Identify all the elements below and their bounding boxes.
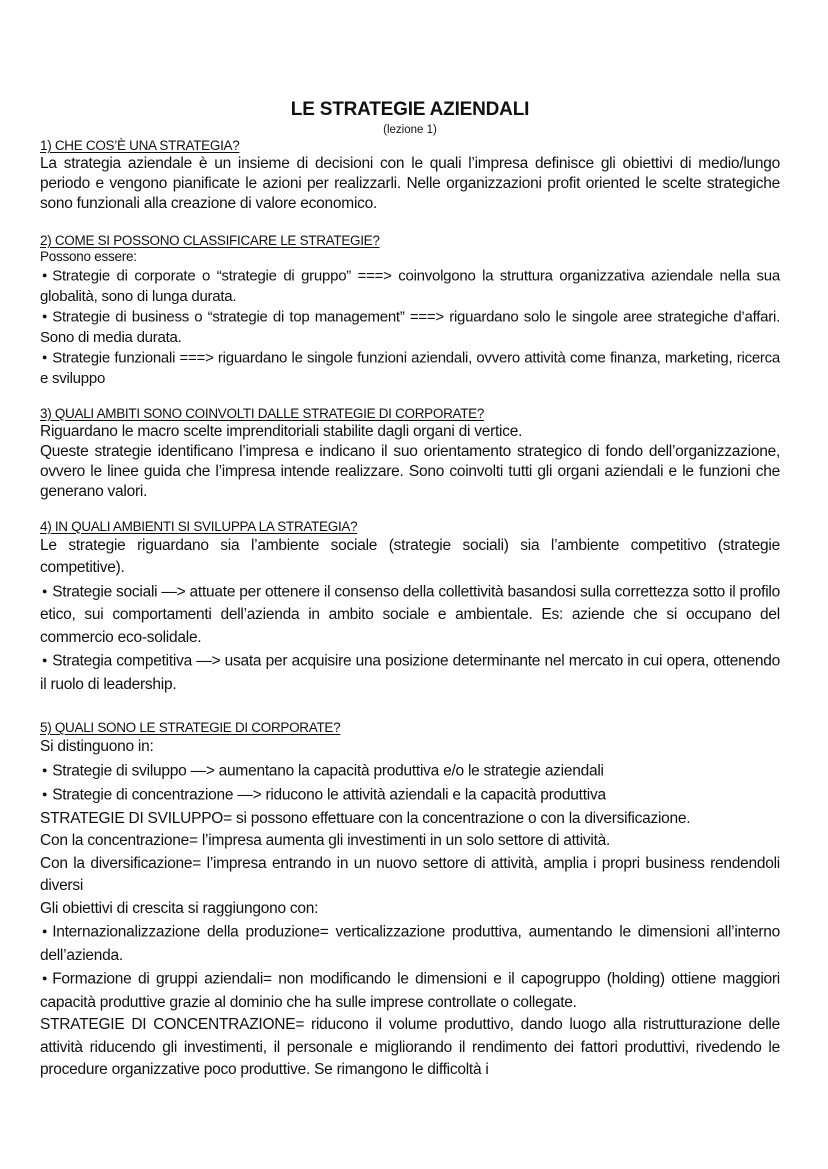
list-item — [40, 920, 780, 967]
list-item-text: Strategie funzionali ===> riguardano le singole funzioni aziendali, ovvero attività come finanza, marketing, ricerca e sviluppo — [40, 349, 780, 387]
closing-paragraph: STRATEGIE DI CONCENTRAZIONE= riducono il volume produttivo, dando luogo alla ristrutturazione delle attività riducendo gli investimenti, il personale e migliorando il rendimento dei fattori produttivi, rivedendo le procedure organizzative poco produttive. Se rimangono le difficoltà i — [40, 1016, 780, 1078]
list-item — [40, 266, 780, 307]
document-page — [40, 97, 780, 1082]
document-title: LE STRATEGIE AZIENDALI — [290, 99, 530, 120]
section-intro: Possono essere: — [40, 249, 137, 264]
section-intro: Si distinguono in: — [40, 738, 154, 755]
list-item — [40, 307, 780, 348]
list-item-text: Strategie di sviluppo —> aumentano la capacità produttiva e/o le strategie aziendali — [52, 761, 604, 779]
section-3 — [40, 406, 780, 502]
list-item-text: Strategie sociali —> attuate per ottenere il consenso della collettività basandosi sulla correttezza sotto il profilo etico, sui comportamenti dell’azienda in ambito sociale e ambientale. Es: aziende che si occupano del commercio eco-solidale. — [40, 582, 780, 646]
bullet-icon — [40, 652, 52, 669]
document-subtitle: (lezione 1) — [383, 124, 437, 136]
paragraph: Con la diversificazione= l’impresa entrando in un nuovo settore di attività, amplia i propri business rendendoli diversi — [40, 854, 780, 894]
list-item-text: Strategie di corporate o “strategie di gruppo” ===> coinvolgono la struttura organizzativa aziendale nella sua globalità, sono di lunga durata. — [40, 267, 780, 305]
list-item-text: Strategia competitiva —> usata per acquisire una posizione determinante nel mercato in cui opera, ottenendo il ruolo di leadership. — [40, 652, 780, 693]
list-item-text: Internazionalizzazione della produzione= verticalizzazione produttiva, aumentando le dimensioni all’interno dell’azienda. — [40, 923, 780, 964]
paragraph: Con la concentrazione= l’impresa aumenta gli investimenti in un solo settore di attività. — [40, 832, 611, 849]
list-item — [40, 348, 780, 389]
list-item — [40, 783, 780, 808]
section-5 — [40, 720, 780, 1082]
paragraph: Le strategie riguardano sia l’ambiente sociale (strategie sociali) sia l’ambiente competitivo (strategie competitive). — [40, 536, 780, 576]
list-item — [40, 580, 780, 650]
bullet-icon — [40, 267, 52, 284]
bullet-icon — [40, 786, 52, 803]
paragraph: La strategia aziendale è un insieme di decisioni con le quali l’impresa definisce gli obiettivi di medio/lungo periodo e vengono pianificate le azioni per realizzarli. Nelle organizzazioni profit oriented le scelte strategiche sono funzionali alla creazione di valore economico. — [40, 155, 780, 212]
list-item-text: Strategie di concentrazione —> riducono le attività aziendali e la capacità produttiva — [52, 786, 606, 804]
bullet-icon — [40, 923, 52, 940]
list-item-text: Strategie di business o “strategie di top management” ===> riguardano solo le singole aree strategiche d’affari. Sono di media durata. — [40, 308, 780, 346]
paragraph: Queste strategie identificano l’impresa e indicano il suo orientamento strategico di fondo dell’organizzazione, ovvero le linee guida che l’impresa intende realizzare. Sono coinvolti tutti gli organi aziendali e le funzioni che generano valori. — [40, 442, 780, 500]
list-item — [40, 759, 780, 784]
section-1 — [40, 138, 780, 214]
bullet-icon — [40, 970, 52, 987]
section-4 — [40, 519, 780, 697]
list-item — [40, 967, 780, 1014]
bullet-icon — [40, 308, 52, 325]
section-2 — [40, 233, 780, 389]
section-heading: 4) IN QUALI AMBIENTI SI SVILUPPA LA STRATEGIA? — [40, 518, 358, 534]
list-item — [40, 649, 780, 696]
paragraph: Gli obiettivi di crescita si raggiungono con: — [40, 899, 319, 917]
section-heading: 1) CHE COS’È UNA STRATEGIA? — [40, 138, 240, 153]
section-heading: 5) QUALI SONO LE STRATEGIE DI CORPORATE? — [40, 720, 341, 735]
bullet-icon — [40, 583, 52, 600]
paragraph: STRATEGIE DI SVILUPPO= si possono effettuare con la concentrazione o con la diversificazione. — [40, 809, 691, 827]
list-item-text: Formazione di gruppi aziendali= non modificando le dimensioni e il capogruppo (holding) ottiene maggiori capacità produttive grazie al dominio che ha sulle imprese controllate o collegate. — [40, 970, 780, 1011]
section-heading: 3) QUALI AMBITI SONO COINVOLTI DALLE STRATEGIE DI CORPORATE? — [40, 405, 485, 421]
bullet-icon — [40, 349, 52, 366]
paragraph: Riguardano le macro scelte imprenditoriali stabilite dagli organi di vertice. — [40, 422, 523, 440]
bullet-icon — [40, 762, 52, 779]
section-heading: 2) COME SI POSSONO CLASSIFICARE LE STRATEGIE? — [40, 233, 380, 248]
